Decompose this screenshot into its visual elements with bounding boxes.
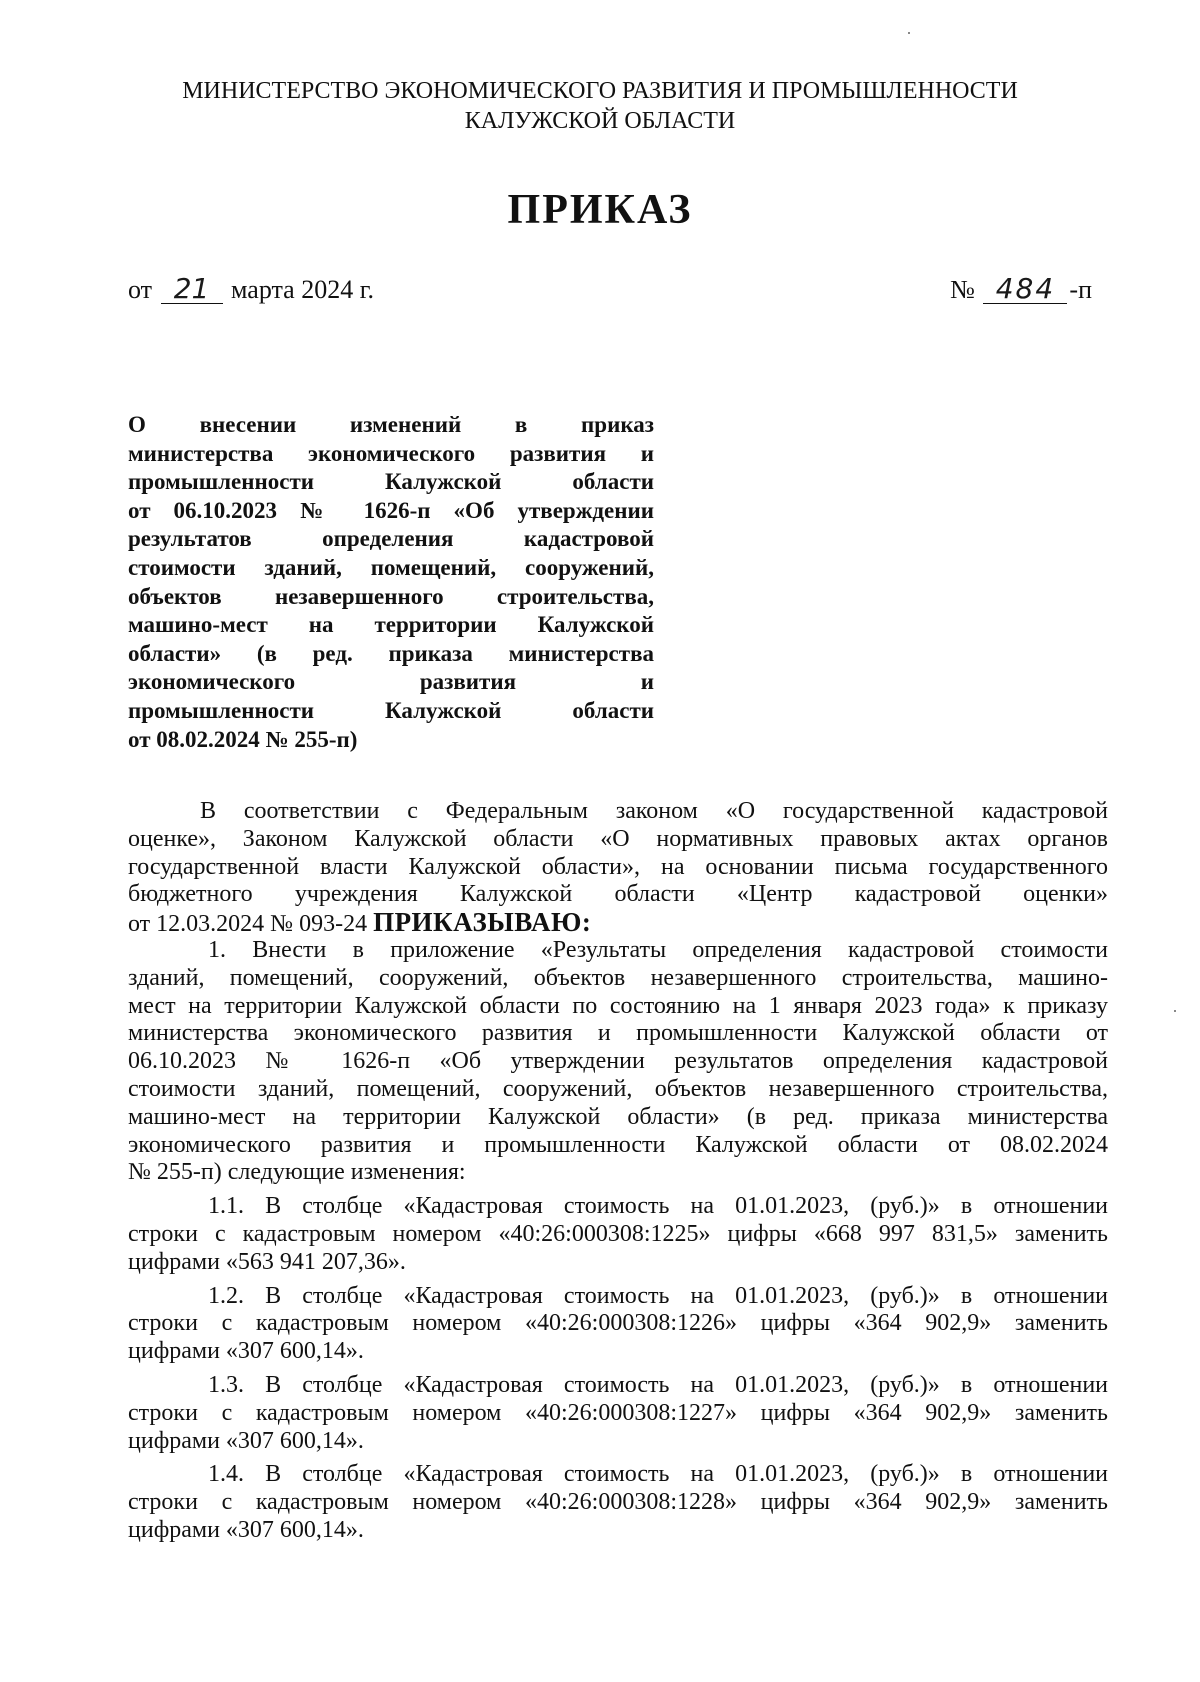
sub-item-line: цифрами «307 600,14». (128, 1516, 364, 1543)
subject-line: экономического развития и (128, 669, 654, 695)
date-month-year: марта 2024 г. (231, 275, 374, 304)
sub-item-line: строки с кадастровым номером «40:26:000308:1227» цифры «364 902,9» заменить (128, 1399, 1108, 1426)
item-line: министерства экономического развития и промышленности Калужской области от (128, 1020, 1108, 1047)
ministry-region-line: КАЛУЖСКОЙ ОБЛАСТИ (464, 108, 736, 134)
scan-speck (1174, 1010, 1176, 1012)
subject-line: объектов незавершенного строительства, (128, 583, 654, 609)
order-date (128, 272, 374, 305)
sub-item-line: строки с кадастровым номером «40:26:000308:1225» цифры «668 997 831,5» заменить (128, 1220, 1108, 1247)
preamble-line: В соответствии с Федеральным законом «О государственной кадастровой (200, 798, 1108, 824)
preamble-letter-ref: от 12.03.2024 № 093-24 (128, 911, 368, 938)
sub-item-line: цифрами «307 600,14». (128, 1338, 364, 1365)
order-directive: ПРИКАЗЫВАЮ: (373, 907, 592, 938)
order-sub-items (128, 1187, 1108, 1545)
sub-item (128, 1461, 1108, 1544)
item-line: 1. Внести в приложение «Результаты определения кадастровой стоимости (208, 936, 1108, 963)
sub-item-line: 1.3. В столбце «Кадастровая стоимость на 01.01.2023, (руб.)» в отношении (208, 1371, 1108, 1398)
item-line: зданий, помещений, сооружений, объектов незавершенного строительства, машино- (128, 964, 1108, 991)
scan-speck (908, 32, 910, 34)
number-suffix: -п (1069, 275, 1092, 304)
item-line: 06.10.2023 № 1626-п «Об утверждении результатов определения кадастровой (128, 1048, 1108, 1075)
subject-line: О внесении изменений в приказ (128, 412, 654, 437)
handwritten-number: 484 (983, 275, 1067, 304)
sub-item-line: строки с кадастровым номером «40:26:000308:1226» цифры «364 902,9» заменить (128, 1310, 1108, 1337)
document-type-title: ПРИКАЗ (507, 187, 693, 233)
preamble-line: бюджетного учреждения Калужской области «Центр кадастровой оценки» (128, 881, 1108, 908)
subject-line: министерства экономического развития и (128, 440, 654, 466)
number-sign: № (950, 275, 975, 304)
subject-line: промышленности Калужской области (128, 469, 654, 495)
order-item-1 (128, 937, 1108, 1187)
sub-item (128, 1193, 1108, 1276)
item-line: № 255-п) следующие изменения: (128, 1159, 466, 1186)
order-body (128, 798, 1108, 1545)
sub-item-line: цифрами «563 941 207,36». (128, 1248, 406, 1275)
preamble-line: оценке», Законом Калужской области «О нормативных правовых актах органов (128, 825, 1108, 852)
handwritten-day: 21 (161, 275, 223, 304)
subject-line: результатов определения кадастровой (128, 526, 654, 552)
sub-item-line: 1.4. В столбце «Кадастровая стоимость на 01.01.2023, (руб.)» в отношении (208, 1461, 1108, 1488)
subject-line: машино-мест на территории Калужской (128, 612, 654, 638)
subject-line: области» (в ред. приказа министерства (128, 640, 654, 666)
subject-line: от 06.10.2023 № 1626-п «Об утверждении (128, 497, 654, 523)
sub-item (128, 1372, 1108, 1455)
sub-item-line: 1.1. В столбце «Кадастровая стоимость на 01.01.2023, (руб.)» в отношении (208, 1193, 1108, 1220)
item-line: стоимости зданий, помещений, сооружений, объектов незавершенного строительства, (128, 1075, 1108, 1102)
sub-item-line: цифрами «307 600,14». (128, 1427, 364, 1454)
subject-line: промышленности Калужской области (128, 697, 654, 723)
item-line: экономического развития и промышленности Калужской области от 08.02.2024 (128, 1131, 1108, 1158)
preamble (128, 798, 1108, 909)
ministry-header (0, 76, 1200, 136)
ministry-name-line: МИНИСТЕРСТВО ЭКОНОМИЧЕСКОГО РАЗВИТИЯ И ПРОМЫШЛЕННОСТИ (182, 78, 1018, 104)
subject-line: стоимости зданий, помещений, сооружений, (128, 554, 654, 580)
subject-line: от 08.02.2024 № 255-п) (128, 726, 358, 752)
item-line: мест на территории Калужской области по состоянию на 1 января 2023 года» к приказу (128, 992, 1108, 1019)
item-line: машино-мест на территории Калужской области» (в ред. приказа министерства (128, 1103, 1108, 1130)
order-number (950, 272, 1092, 305)
sub-item (128, 1283, 1108, 1366)
date-prefix: от (128, 275, 153, 304)
preamble-line: государственной власти Калужской области», на основании письма государственного (128, 853, 1108, 880)
preamble-final-line (128, 909, 1108, 937)
sub-item-line: 1.2. В столбце «Кадастровая стоимость на 01.01.2023, (руб.)» в отношении (208, 1282, 1108, 1309)
order-subject (128, 411, 654, 754)
sub-item-line: строки с кадастровым номером «40:26:000308:1228» цифры «364 902,9» заменить (128, 1489, 1108, 1516)
